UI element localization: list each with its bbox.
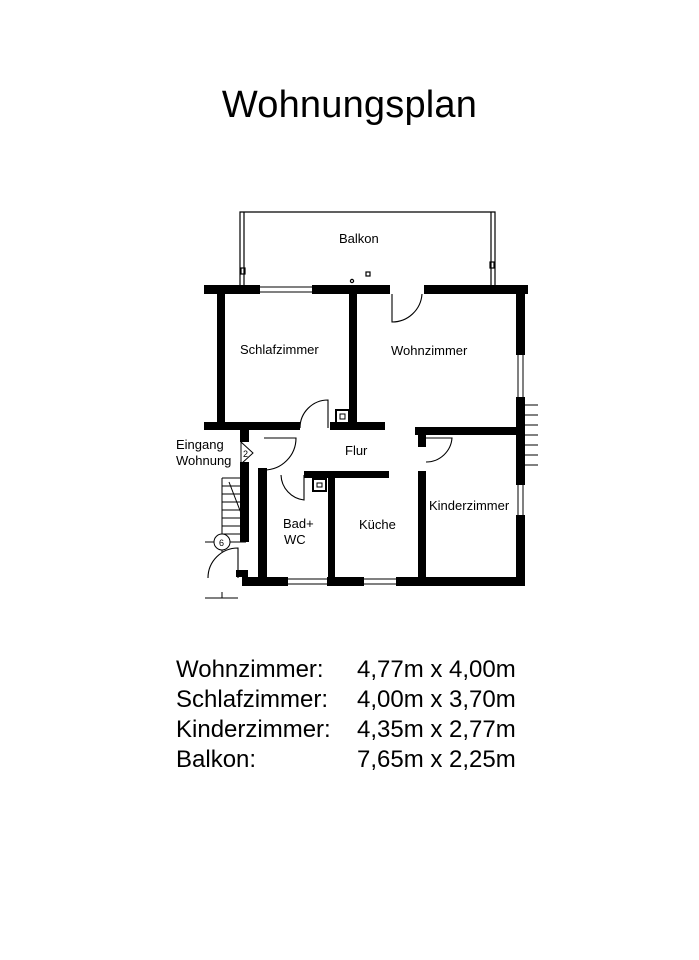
entrance-label-line2: Wohnung [176, 453, 232, 468]
dimension-value: 4,77m x 4,00m [357, 656, 516, 683]
room-label-balkon: Balkon [339, 231, 379, 246]
outer-walls [204, 285, 528, 586]
dimension-label: Schlafzimmer: [176, 686, 329, 713]
dimension-label: Kinderzimmer: [176, 716, 331, 743]
balcony-outline [240, 212, 495, 288]
dimension-label: Balkon: [176, 746, 257, 773]
stair-marker-number: 6 [219, 538, 225, 548]
dimension-row [176, 715, 576, 745]
entrance-label-line1: Eingang [176, 437, 224, 452]
room-label-flur: Flur [345, 443, 368, 458]
dimension-row [176, 685, 576, 715]
entrance-marker-number: 2 [243, 449, 249, 459]
page-title: Wohnungsplan [221, 84, 478, 126]
dimension-row [176, 745, 576, 775]
dimension-label: Wohnzimmer: [176, 656, 324, 683]
dimension-row [176, 655, 576, 685]
room-label-wc: WC [284, 532, 306, 547]
room-dimensions-list [176, 655, 576, 775]
room-label-kueche: Küche [359, 517, 396, 532]
dimension-value: 7,65m x 2,25m [357, 746, 516, 773]
facade-ticks [525, 405, 538, 465]
dimension-value: 4,00m x 3,70m [357, 686, 516, 713]
room-label-schlafzimmer: Schlafzimmer [240, 342, 319, 357]
room-label-wohnzimmer: Wohnzimmer [391, 343, 468, 358]
room-label-kinderzimmer: Kinderzimmer [429, 498, 510, 513]
room-label-bad: Bad+ [283, 516, 314, 531]
dimension-value: 4,35m x 2,77m [357, 716, 516, 743]
